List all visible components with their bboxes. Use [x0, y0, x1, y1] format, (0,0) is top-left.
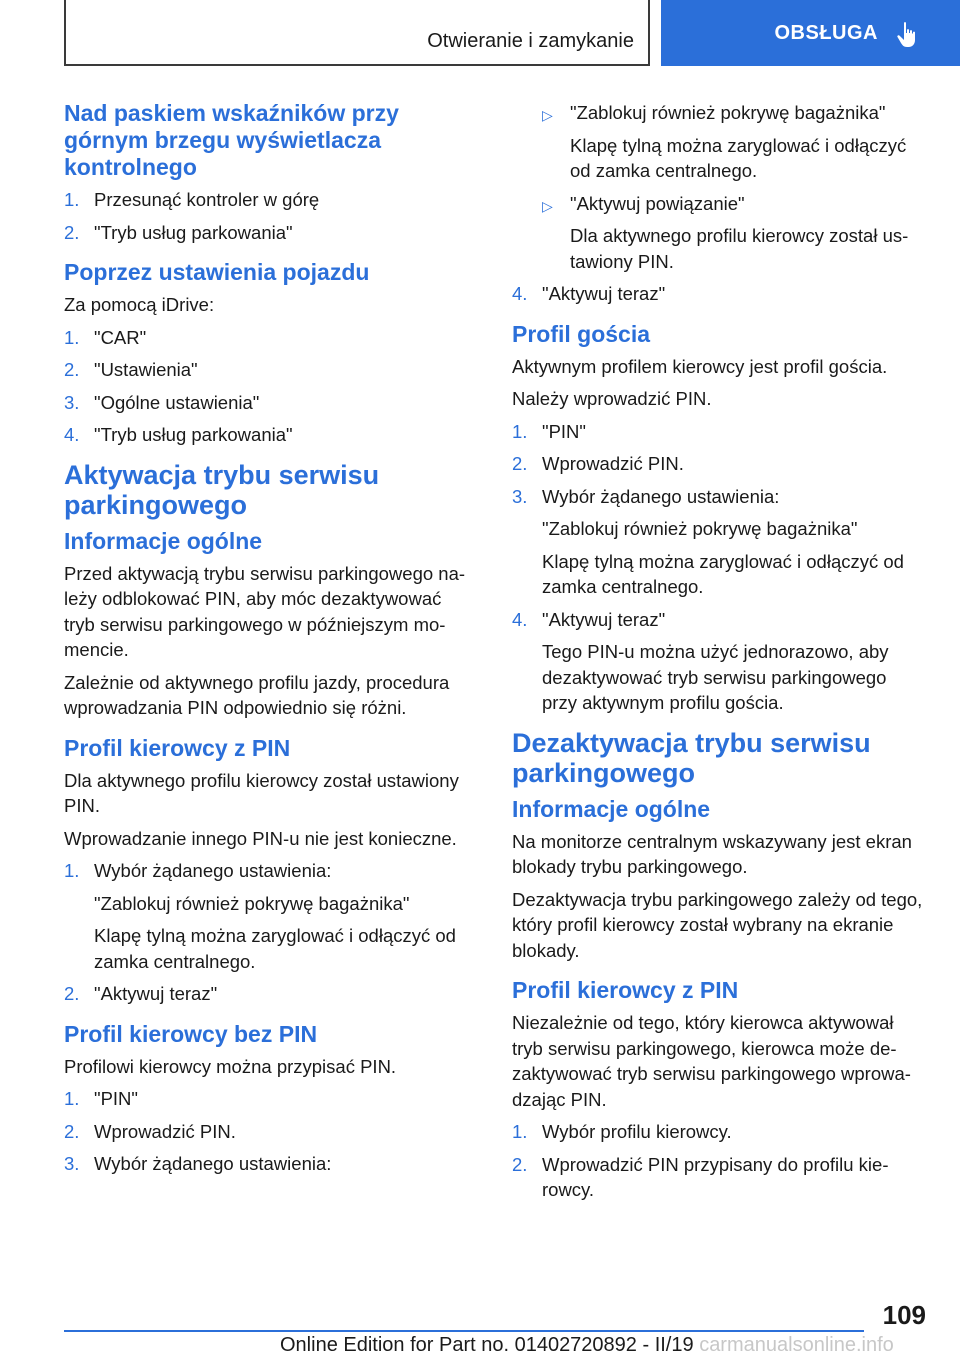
list-item: [512, 1152, 924, 1203]
step-number: 2.: [512, 453, 528, 474]
step-text: Wprowadzić PIN.: [542, 453, 684, 474]
steps-list: [64, 1086, 476, 1177]
list-item: [64, 1086, 476, 1112]
step-details: [512, 516, 924, 600]
list-item: [64, 858, 476, 884]
step-number: 3.: [64, 1153, 80, 1174]
section-heading: Profil kierowcy bez PIN: [64, 1020, 318, 1047]
step-number: 1.: [64, 860, 80, 881]
triangle-bullet-icon: ▷: [542, 107, 553, 123]
edition-text: Online Edition for Part no. 01402720892 - II/19: [280, 1334, 694, 1356]
list-item: [64, 357, 476, 383]
list-item: [64, 981, 476, 1007]
list-item: [512, 419, 924, 445]
step-text: Wybór żądanego ustawienia:: [542, 485, 780, 507]
header-tab: [64, 0, 650, 66]
paragraph: Dezaktywacja trybu parkingowego zależy od tego, który profil kierowcy został wybrany na ekranie blokady.: [512, 888, 923, 961]
section-heading: Poprzez ustawienia pojazdu: [64, 259, 370, 285]
paragraph: Przed aktywacją trybu serwisu parkingowego na-leży odblokować PIN, aby móc dezaktywować tryb serwisu parkingowego w późniejszym mo-mencie.: [64, 562, 466, 660]
paragraph: Za pomocą iDrive:: [64, 294, 215, 315]
step-number: 1.: [512, 420, 528, 442]
list-item: [512, 484, 924, 510]
steps-list: [64, 981, 476, 1007]
list-item: [64, 390, 476, 416]
section-heading: Profil kierowcy z PIN: [64, 734, 291, 761]
section-tab[interactable]: [661, 0, 960, 66]
paragraph: Niezależnie od tego, który kierowca aktywował tryb serwisu parkingowego, kierowca może de-zaktywować tryb serwisu parkingowego wprowa-dzając PIN.: [512, 1012, 911, 1110]
option-description: Klapę tylną można zaryglować i odłączyć od zamka centralnego.: [542, 550, 904, 597]
step-number: 1.: [512, 1121, 528, 1142]
steps-list: [512, 281, 924, 307]
paragraph: Aktywnym profilem kierowcy jest profil gościa.: [512, 355, 888, 377]
option-name: "Zablokuj również pokrywę bagażnika": [542, 518, 858, 539]
page-number: 109: [882, 1300, 926, 1330]
option-name: "Zablokuj również pokrywę bagażnika": [94, 892, 410, 914]
footer-divider: [64, 1330, 864, 1332]
watermark: carmanualsonline.info: [699, 1334, 894, 1356]
step-number: 2.: [64, 983, 80, 1004]
triangle-bullet-icon: ▷: [542, 197, 553, 214]
step-text: "Ogólne ustawienia": [94, 391, 260, 413]
steps-list: [64, 187, 476, 245]
step-text: "Aktywuj teraz": [542, 608, 666, 630]
paragraph: Wprowadzanie innego PIN-u nie jest konieczne.: [64, 827, 457, 849]
section-heading: Profil kierowcy z PIN: [512, 977, 739, 1003]
option-name: "Zablokuj również pokrywę bagażnika": [570, 102, 886, 123]
step-text: Wybór żądanego ustawienia:: [94, 1153, 332, 1174]
paragraph: Na monitorze centralnym wskazywany jest ekran blokady trybu parkingowego.: [512, 830, 912, 877]
step-number: 4.: [512, 608, 528, 630]
list-item: [512, 607, 924, 633]
step-text: "Tryb usług parkowania": [94, 221, 293, 243]
step-number: 2.: [512, 1153, 528, 1175]
step-number: 1.: [64, 189, 80, 210]
step-text: "PIN": [94, 1088, 138, 1109]
step-text: "CAR": [94, 326, 147, 348]
list-item: [64, 422, 476, 448]
step-number: 3.: [512, 485, 528, 507]
option-description: Klapę tylną można zaryglować i odłączyć od zamka centralnego.: [94, 925, 456, 972]
steps-list: [64, 325, 476, 448]
step-number: 2.: [64, 221, 80, 243]
paragraph: Należy wprowadzić PIN.: [512, 388, 712, 409]
step-number: 1.: [64, 1088, 80, 1109]
step-note: Tego PIN-u można użyć jednorazowo, aby dezaktywować tryb serwisu parkingowego przy aktywnym profilu gościa.: [542, 641, 889, 713]
list-item: [64, 1119, 476, 1145]
step-text: Przesunąć kontroler w górę: [94, 189, 320, 210]
steps-list: [512, 419, 924, 510]
option-name: "Aktywuj powiązanie": [570, 192, 745, 214]
list-item: [64, 1151, 476, 1177]
chapter-heading: Aktywacja trybu serwisu parkingowego: [64, 459, 380, 520]
option-item: [512, 100, 924, 126]
footer: [280, 1334, 894, 1357]
paragraph: Dla aktywnego profilu kierowcy został ustawiony PIN.: [64, 769, 459, 816]
step-number: 4.: [64, 424, 80, 445]
step-number: 2.: [64, 359, 80, 380]
list-item: [512, 1119, 924, 1145]
step-text: "PIN": [542, 420, 586, 442]
list-item: [64, 187, 476, 213]
steps-list: [512, 607, 924, 633]
chapter-title: Otwieranie i zamykanie: [427, 30, 634, 52]
section-heading: Informacje ogólne: [512, 795, 711, 822]
step-text: Wprowadzić PIN przypisany do profilu kie-rowcy.: [542, 1153, 889, 1200]
step-number: 4.: [512, 283, 528, 304]
step-text: "Ustawienia": [94, 359, 198, 380]
paragraph: Zależnie od aktywnego profilu jazdy, procedura wprowadzania PIN odpowiednio się różni.: [64, 671, 450, 718]
section-heading: Nad paskiem wskaźników przy górnym brzegu wyświetlacza kontrolnego: [64, 100, 399, 180]
steps-list: [64, 858, 476, 884]
step-text: Wybór profilu kierowcy.: [542, 1121, 732, 1142]
list-item: [64, 220, 476, 246]
list-item: [64, 325, 476, 351]
step-details: [512, 639, 924, 716]
step-text: "Tryb usług parkowania": [94, 424, 293, 445]
step-details: [64, 891, 476, 975]
paragraph: Profilowi kierowcy można przypisać PIN.: [64, 1055, 397, 1077]
list-item: [512, 451, 924, 477]
pointing-hand-icon: [896, 21, 920, 49]
right-column: [512, 100, 924, 1210]
step-text: "Aktywuj teraz": [94, 983, 218, 1004]
option-description: Dla aktywnego profilu kierowcy został us-tawiony PIN.: [570, 225, 909, 272]
step-number: 2.: [64, 1120, 80, 1142]
step-text: Wybór żądanego ustawienia:: [94, 860, 332, 881]
steps-list: [512, 1119, 924, 1203]
section-heading: Informacje ogólne: [64, 527, 263, 554]
section-heading: Profil gościa: [512, 320, 651, 347]
list-item: [512, 281, 924, 307]
step-text: "Aktywuj teraz": [542, 283, 666, 304]
option-description: Klapę tylną można zaryglować i odłączyć od zamka centralnego.: [570, 134, 907, 181]
left-column: [64, 100, 476, 1184]
chapter-heading: Dezaktywacja trybu serwisu parkingowego: [512, 727, 871, 788]
step-number: 3.: [64, 391, 80, 413]
option-item: [512, 191, 924, 217]
section-label: OBSŁUGA: [774, 21, 878, 44]
step-text: Wprowadzić PIN.: [94, 1120, 236, 1142]
step-number: 1.: [64, 326, 80, 348]
